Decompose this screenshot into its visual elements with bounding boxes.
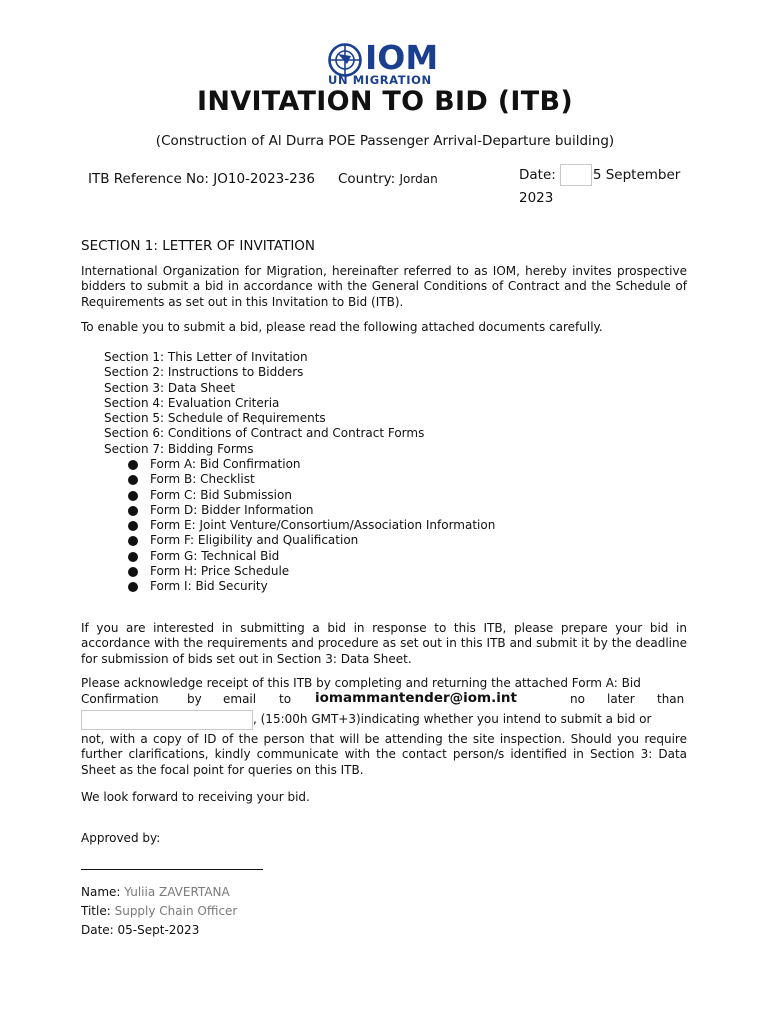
- bullet-icon: [128, 536, 138, 546]
- list-item: [128, 564, 495, 579]
- bullet-icon: [128, 567, 138, 577]
- form-label: Form B: Checklist: [150, 472, 255, 487]
- date-year: 2023: [519, 190, 554, 206]
- bullet-icon: [128, 521, 138, 531]
- ack-word: no: [570, 692, 585, 706]
- date-label: Date:: [519, 167, 556, 183]
- signature-line: [81, 869, 263, 870]
- ack-word: by: [187, 692, 202, 706]
- list-item: [128, 503, 495, 518]
- title-value: Supply Chain Officer: [114, 904, 238, 918]
- bullet-icon: [128, 475, 138, 485]
- contact-email: iomammantender@iom.int: [315, 690, 517, 706]
- bullet-icon: [128, 491, 138, 501]
- country-field: [338, 171, 438, 188]
- submission-paragraph: If you are interested in submitting a bid in response to this ITB, please prepare your bid in accordance with the requirements and procedure as set out in this ITB and submit it by the deadline for submission of bids set out in Section 3: Data Sheet.: [81, 621, 687, 666]
- acknowledge-line-2: [81, 691, 687, 709]
- form-label: Form I: Bid Security: [150, 579, 268, 594]
- document-title: INVITATION TO BID (ITB): [197, 86, 573, 117]
- ack-word: email: [223, 692, 257, 706]
- list-item: [128, 518, 495, 533]
- list-item: [128, 457, 495, 472]
- logo-subline: UN MIGRATION: [328, 73, 432, 87]
- sections-list: [104, 350, 424, 457]
- list-item: [128, 549, 495, 564]
- itb-reference: ITB Reference No: JO10-2023-236: [88, 171, 315, 187]
- form-label: Form C: Bid Submission: [150, 487, 292, 502]
- name-label: Name:: [81, 885, 121, 899]
- list-item: Section 6: Conditions of Contract and Contract Forms: [104, 426, 425, 441]
- bullet-icon: [128, 460, 138, 470]
- form-label: Form H: Price Schedule: [150, 564, 290, 579]
- logo-wordmark: IOM: [365, 38, 439, 77]
- signature-date: Date: 05-Sept-2023: [81, 923, 200, 937]
- approved-by-label: Approved by:: [81, 831, 161, 845]
- acknowledge-line-3: [81, 710, 687, 730]
- signer-title: [81, 904, 237, 918]
- list-item: Section 5: Schedule of Requirements: [104, 411, 326, 426]
- list-item: Section 1: This Letter of Invitation: [104, 350, 308, 364]
- list-item: Section 4: Evaluation Criteria: [104, 395, 280, 410]
- ack-word: than: [657, 692, 685, 706]
- form-label: Form D: Bidder Information: [150, 502, 314, 517]
- form-label: Form G: Technical Bid: [150, 548, 280, 563]
- bullet-icon: [128, 506, 138, 516]
- form-label: Form F: Eligibility and Qualification: [150, 533, 359, 548]
- title-label: Title:: [81, 904, 111, 918]
- ack-word: to: [279, 692, 292, 706]
- section-heading: SECTION 1: LETTER OF INVITATION: [81, 238, 316, 254]
- list-item: Section 2: Instructions to Bidders: [104, 365, 304, 380]
- document-subtitle: (Construction of Al Durra POE Passenger Arrival-Departure building): [155, 133, 615, 149]
- list-item: [128, 472, 495, 487]
- list-item: [128, 488, 495, 503]
- closing-paragraph: We look forward to receiving your bid.: [81, 790, 310, 804]
- date-day-input[interactable]: [560, 164, 592, 186]
- form-label: Form A: Bid Confirmation: [150, 457, 301, 471]
- country-label: Country:: [338, 171, 396, 187]
- instruction-paragraph: To enable you to submit a bid, please read the following attached documents carefully.: [81, 320, 603, 334]
- intro-paragraph: International Organization for Migration, hereinafter referred to as IOM, hereby invites prospective bidders to submit a bid in accordance with the General Conditions of Contract and the Schedule of Requirements as set out in this Invitation to Bid (ITB).: [81, 264, 687, 309]
- deadline-date-input[interactable]: [81, 710, 253, 730]
- iom-logo: [327, 38, 447, 87]
- ack-after-blank: , (15:00h GMT+3)indicating whether you intend to submit a bid or: [253, 712, 652, 726]
- signer-name: [81, 885, 230, 899]
- list-item: Section 7: Bidding Forms: [104, 441, 254, 456]
- list-item: Section 3: Data Sheet: [104, 380, 236, 395]
- name-value: Yuliia ZAVERTANA: [124, 885, 230, 899]
- date-field: [519, 164, 699, 210]
- list-item: [128, 533, 495, 548]
- bullet-icon: [128, 582, 138, 592]
- country-value: Jordan: [399, 172, 438, 186]
- bullet-icon: [128, 552, 138, 562]
- ack-word: later: [607, 692, 635, 706]
- date-suffix: 5 September: [592, 167, 681, 183]
- list-item: [128, 579, 495, 594]
- forms-list: [128, 457, 495, 595]
- ack-word: Confirmation: [81, 692, 159, 706]
- form-label: Form E: Joint Venture/Consortium/Association Information: [150, 518, 496, 533]
- acknowledge-line-1: Please acknowledge receipt of this ITB by completing and returning the attached Form A: Bid: [81, 676, 641, 690]
- acknowledge-rest: not, with a copy of ID of the person that will be attending the site inspection. Should you require further clarifications, kindly communicate with the contact person/s identified in Section 3: Data Sheet as the focal point for queries on this ITB.: [81, 732, 687, 777]
